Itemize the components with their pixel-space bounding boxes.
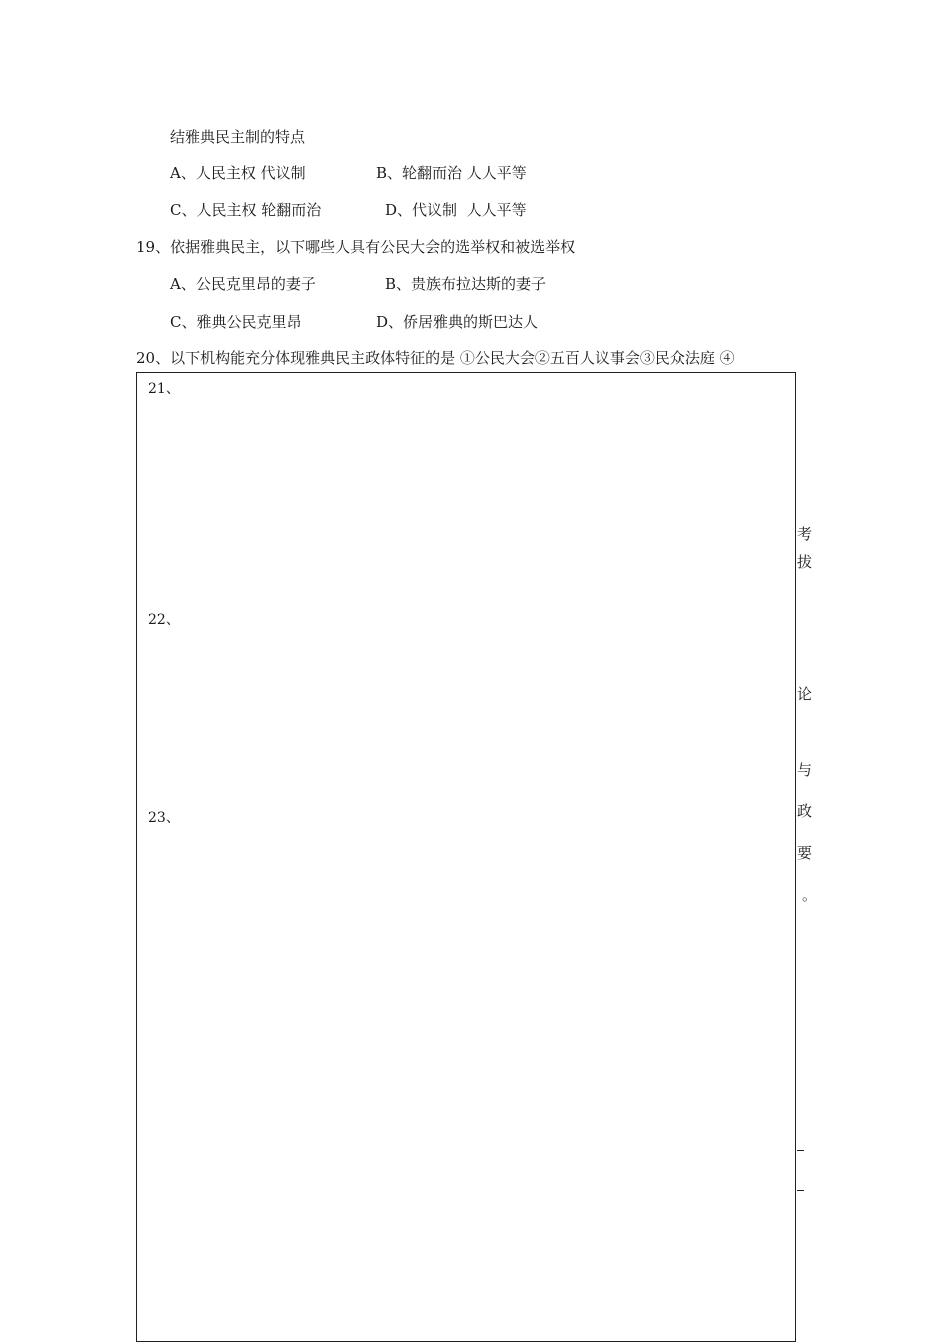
answer-label-23: 23、	[148, 810, 180, 826]
question-19: 19、依据雅典民主，以下哪些人具有公民大会的选举权和被选举权	[136, 238, 576, 256]
answer-label-22: 22、	[148, 612, 180, 628]
option-d: D、侨居雅典的斯巴达人	[376, 313, 539, 331]
side-char: 与	[797, 761, 813, 779]
side-char: 。	[802, 886, 818, 904]
side-char: 要	[797, 844, 813, 862]
side-char: 考	[797, 525, 813, 543]
option-a: A、公民克里昂的妻子	[170, 275, 316, 293]
option-d: D、代议制 人人平等	[385, 201, 527, 219]
option-c: C、人民主权 轮翻而治	[170, 201, 322, 219]
side-char: 论	[797, 685, 813, 703]
answer-box	[136, 372, 796, 1342]
side-char: 拔	[797, 553, 813, 571]
margin-tick	[797, 1190, 804, 1191]
margin-tick	[797, 1150, 804, 1151]
side-char: 政	[797, 802, 813, 820]
question-20: 20、以下机构能充分体现雅典民主政体特征的是 ①公民大会②五百人议事会③民众法庭 ④	[136, 349, 735, 367]
answer-label-21: 21、	[148, 381, 180, 397]
question-text-line: 结雅典民主制的特点	[170, 128, 306, 146]
option-b: B、轮翻而治 人人平等	[376, 164, 527, 182]
option-b: B、贵族布拉达斯的妻子	[385, 275, 547, 293]
option-c: C、雅典公民克里昂	[170, 313, 302, 331]
option-a: A、人民主权 代议制	[170, 164, 306, 182]
